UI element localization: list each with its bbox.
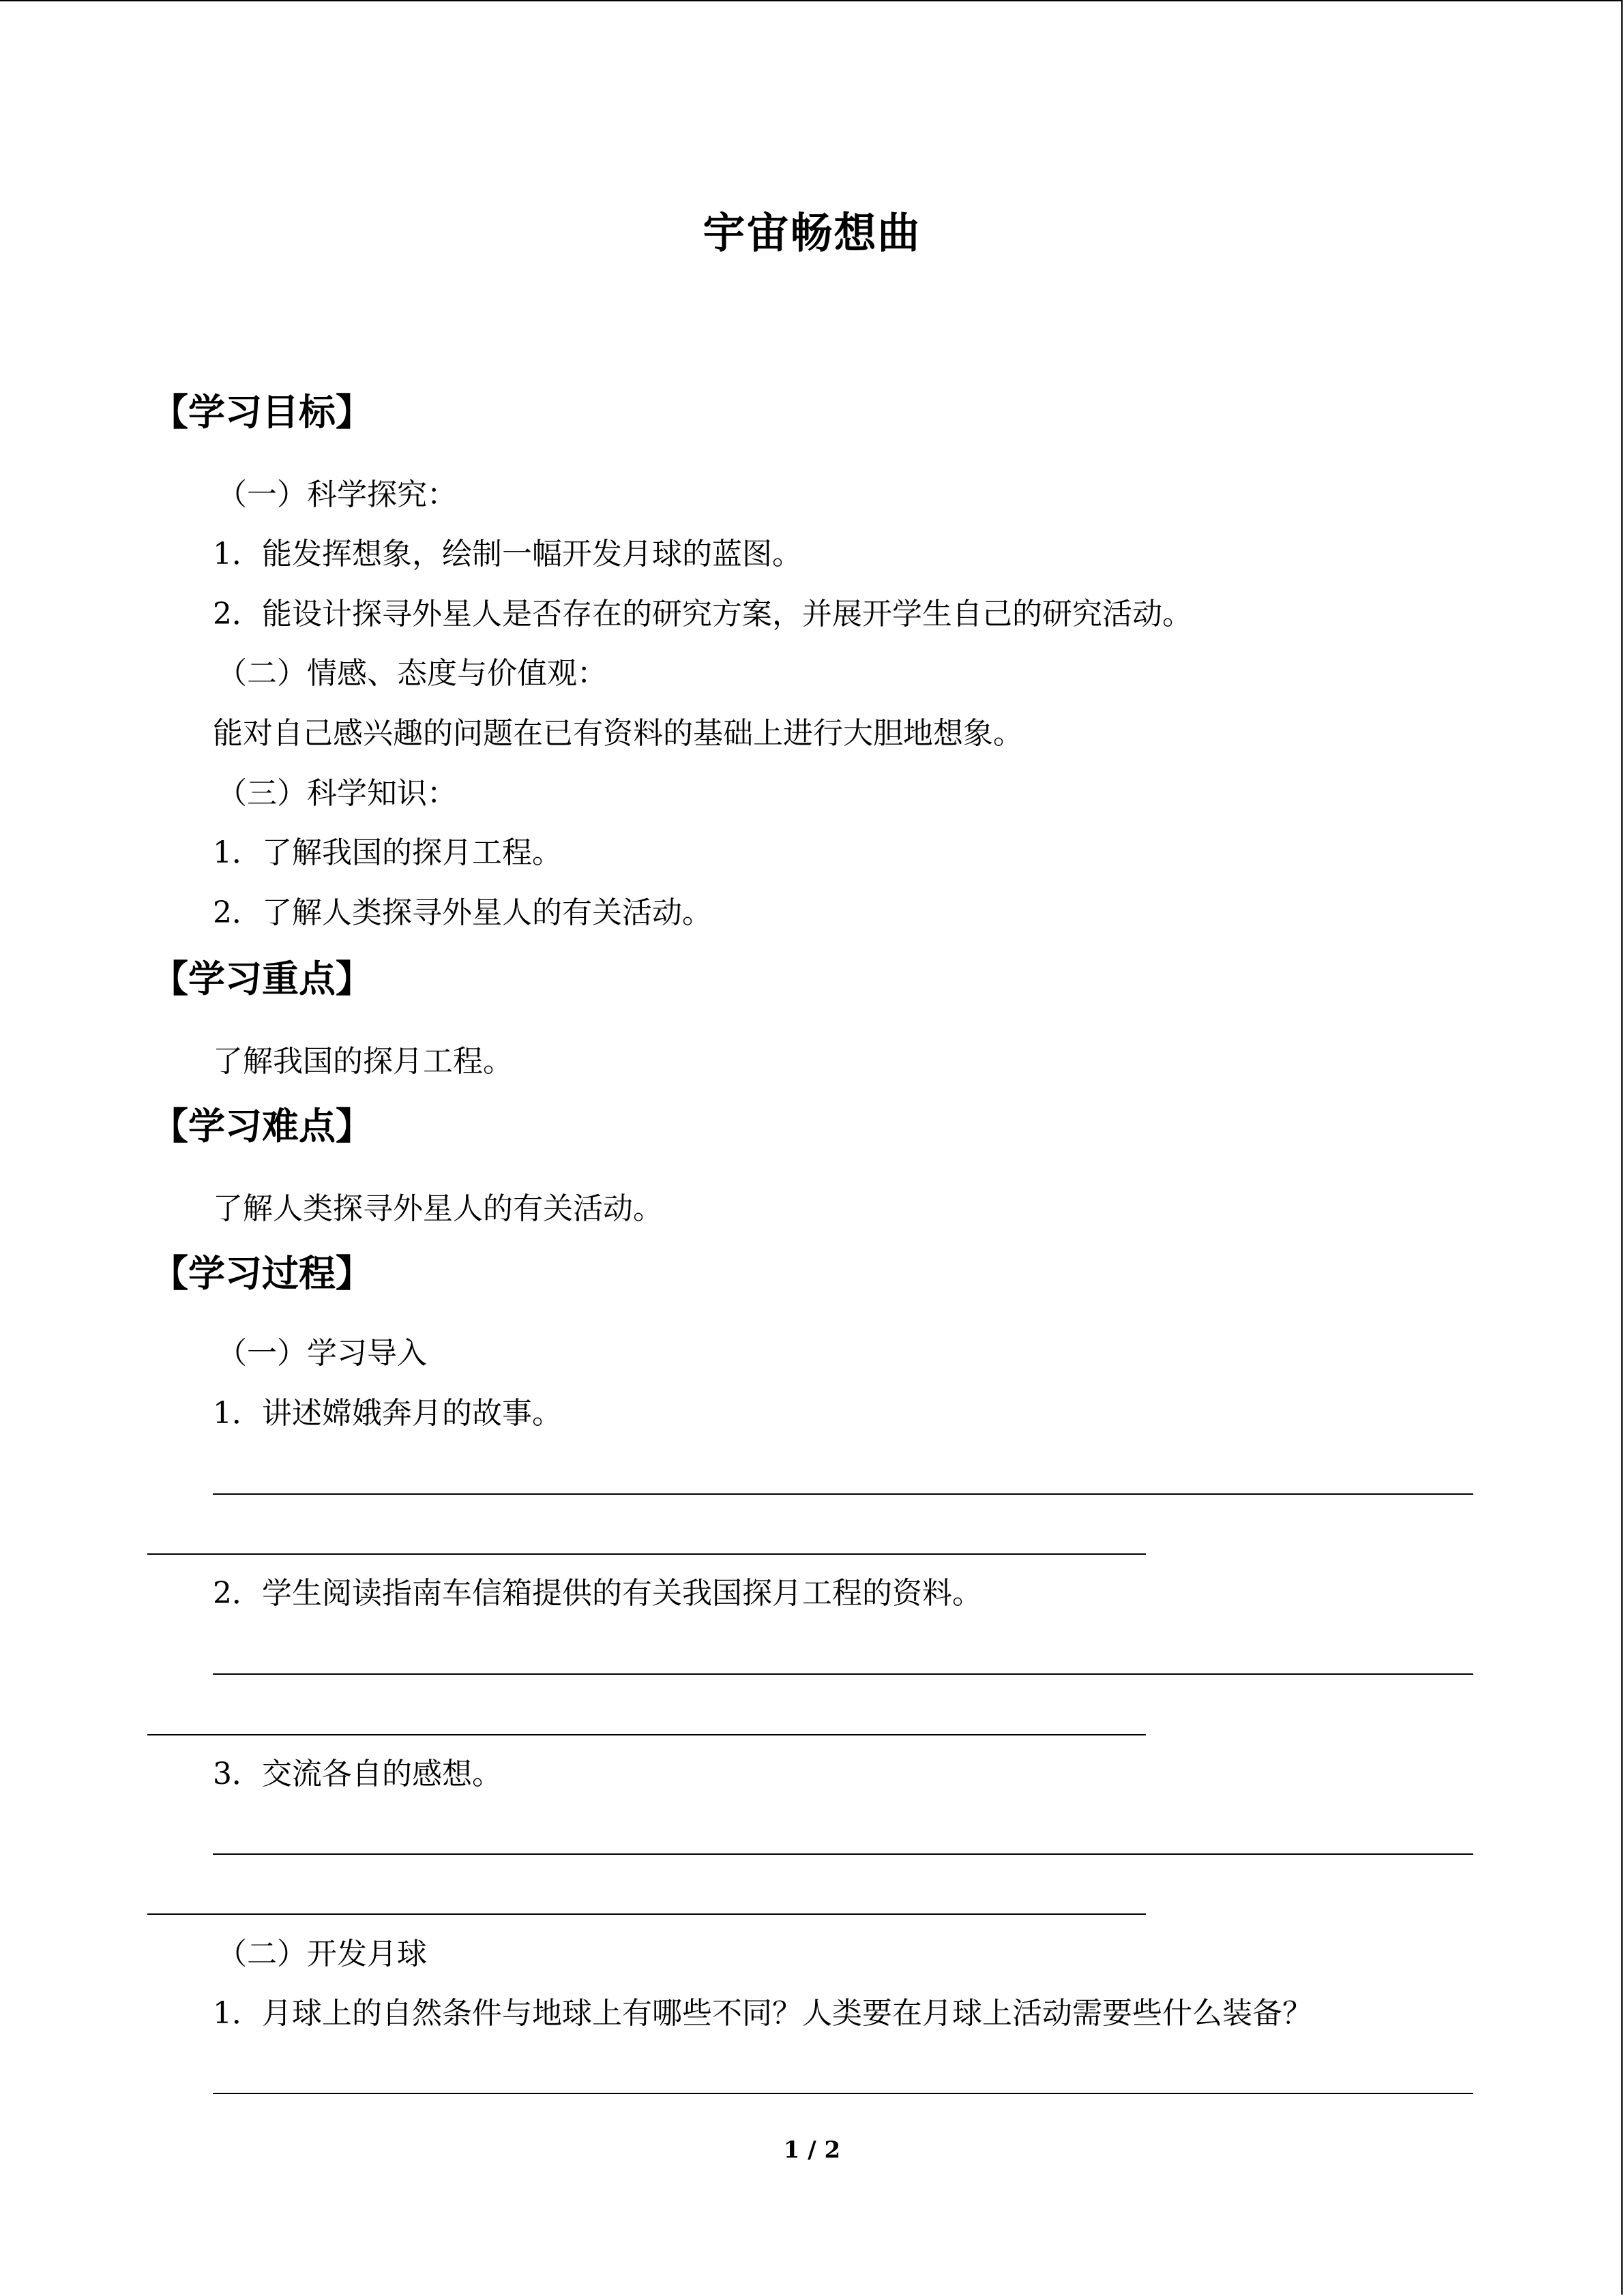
process-question: 1．讲述嫦娥奔月的故事。	[213, 1396, 562, 1431]
objective-line: 2．了解人类探寻外星人的有关活动。	[213, 895, 712, 930]
answer-line	[213, 1853, 1473, 1855]
answer-line	[147, 1913, 1146, 1915]
answer-line	[147, 1734, 1146, 1735]
page-title: 宇宙畅想曲	[703, 208, 921, 258]
process-question: 2．学生阅读指南车信箱提供的有关我国探月工程的资料。	[213, 1576, 982, 1611]
objective-line: （一）科学探究：	[217, 477, 457, 512]
objective-line: （二）情感、态度与价值观：	[217, 656, 607, 691]
objective-line: （三）科学知识：	[217, 776, 457, 811]
process-question: 1．月球上的自然条件与地球上有哪些不同？人类要在月球上活动需要些什么装备？	[213, 1996, 1312, 2031]
section-heading-objectives: 【学习目标】	[151, 391, 372, 434]
process-part-title: （一）学习导入	[217, 1336, 427, 1371]
objective-line: 能对自己感兴趣的问题在已有资料的基础上进行大胆地想象。	[213, 716, 1023, 751]
answer-line	[213, 2093, 1473, 2094]
key-point-text: 了解我国的探月工程。	[213, 1044, 513, 1079]
section-heading-process: 【学习过程】	[151, 1252, 372, 1295]
answer-line	[213, 1673, 1473, 1675]
section-heading-key-points: 【学习重点】	[151, 957, 372, 1000]
page-number: 1 / 2	[783, 2136, 841, 2164]
answer-line	[147, 1553, 1146, 1555]
objective-line: 2．能设计探寻外星人是否存在的研究方案，并展开学生自己的研究活动。	[213, 597, 1192, 631]
difficulty-text: 了解人类探寻外星人的有关活动。	[213, 1191, 663, 1226]
objective-line: 1．能发挥想象，绘制一幅开发月球的蓝图。	[213, 537, 802, 571]
process-question: 3．交流各自的感想。	[213, 1757, 502, 1791]
section-heading-difficulties: 【学习难点】	[151, 1105, 372, 1148]
objective-line: 1．了解我国的探月工程。	[213, 835, 562, 870]
answer-line	[213, 1493, 1473, 1495]
process-part-title: （二）开发月球	[217, 1937, 427, 1971]
